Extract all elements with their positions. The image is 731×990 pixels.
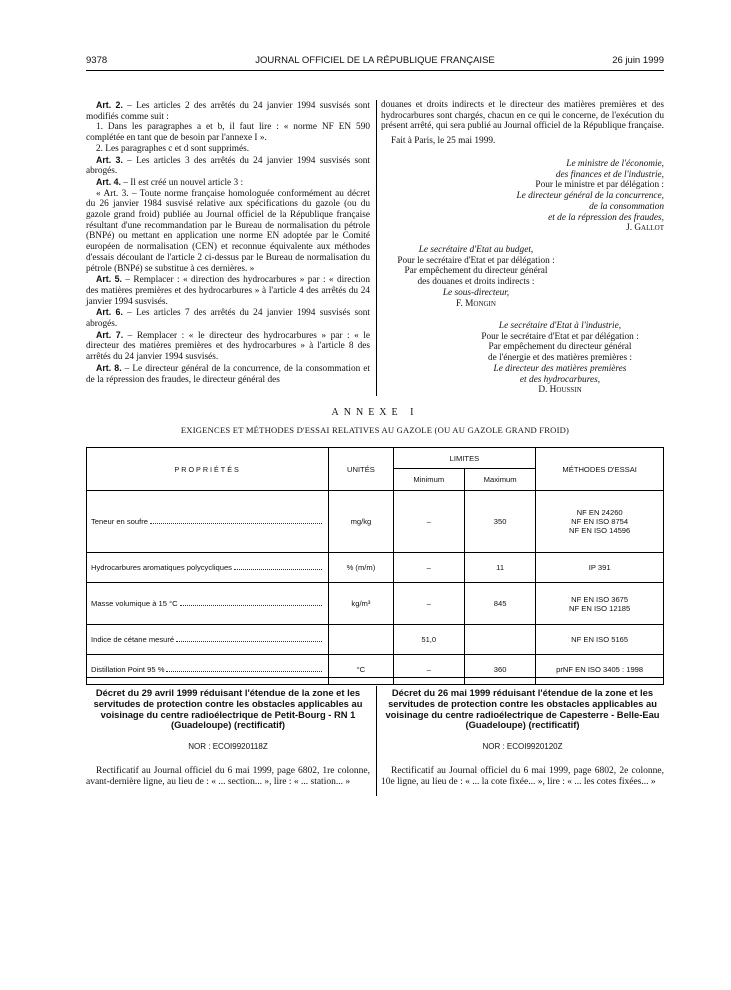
signatory-houssin: D. Houssin xyxy=(538,385,582,396)
signature-block-2: Le secrétaire d'Etat au budget, Pour le secrétaire d'Etat et par délégation : Par empêchement du directeur général des douanes et droits indirects : Le sous-directeur, F. Mongin xyxy=(381,245,571,309)
table-row: Hydrocarbures aromatiques polycycliques % (m/m) – 11 IP 391 xyxy=(87,553,664,583)
signatory-mongin: F. Mongin xyxy=(456,298,496,309)
decree-2-text: Rectificatif au Journal officiel du 6 mai 1999, page 6802, 2e colonne, 10e ligne, au lieu de : « ... la cote fixée... », lire : « ... les cotes fixées... » xyxy=(381,766,664,787)
table-row: Teneur en soufre mg/kg – 350 NF EN 24260 NF EN ISO 8754 NF EN ISO 14596 xyxy=(87,491,664,553)
header-units: UNITÉS xyxy=(329,448,393,491)
right-column xyxy=(381,100,664,147)
annex-subtitle: EXIGENCES ET MÉTHODES D'ESSAI RELATIVES AU GAZOLE (OU AU GAZOLE GRAND FROID) xyxy=(180,425,570,435)
article-7: Art. 7. – Remplacer : « le directeur des hydrocarbures » par : « le directeur des matières premières et des hydrocarbures » à l'article 8 des arrêtés du 24 janvier 1994 susvisés. xyxy=(86,329,370,363)
specification-table xyxy=(86,447,664,685)
column-divider xyxy=(376,100,377,396)
article-5: Art. 5. – Remplacer : « direction des hydrocarbures » par : « direction des matières premières et des hydrocarbures » à l'article 4 des arrêtés du 24 janvier 1994 susvisés. xyxy=(86,274,370,307)
header-minimum: Minimum xyxy=(393,469,464,491)
article-4-quote: « Art. 3. – Toute norme française homologuée conformément au décret du 26 janvier 1984 susvisé relative aux spécifications du gazole (ou du gazole grand froid) publiée au Journal officiel de la République française résultant d'une recommandation par le Bureau de normalisation du pétrole (BNPé) ou mettant en application une norme EN adoptée par le Comité européen de normalisation (CEN) et reconnue équivalente aux méthodes d'essais découlant de l'article 2 ci-dessus par le Bureau de normalisation du pétrole (BNPé) se substitue à ces dernières. » xyxy=(86,188,370,274)
article-2-paragraph-1: 1. Dans les paragraphes a et b, il faut lire : « norme NF EN 590 complétée en tant que de besoin par l'annexe I ». xyxy=(86,122,370,144)
article-2-paragraph-2: 2. Les paragraphes c et d sont supprimés. xyxy=(96,143,250,154)
header-maximum: Maximum xyxy=(464,469,535,491)
table-row: Indice de cétane mesuré 51,0 NF EN ISO 5165 xyxy=(87,625,664,655)
journal-title: JOURNAL OFFICIEL DE LA RÉPUBLIQUE FRANÇAISE xyxy=(255,55,495,66)
article-2: Art. 2. – Les articles 2 des arrêtés du 24 janvier 1994 susvisés sont modifiés comme suit : xyxy=(86,100,370,122)
decree-1-text: Rectificatif au Journal officiel du 6 mai 1999, page 6802, 1re colonne, avant-dernière ligne, au lieu de : « ... section... », lire : « ... station... » xyxy=(86,766,370,787)
article-8-continued: douanes et droits indirects et le directeur des matières premières et des hydrocarbures sont chargés, chacun en ce qui le concerne, de l'exécution du présent arrêté, qui sera publié au Journal officiel de la République française. xyxy=(381,100,665,132)
decree-column-divider xyxy=(376,686,377,796)
done-at: Fait à Paris, le 25 mai 1999. xyxy=(391,136,496,147)
decree-1-title: Décret du 29 avril 1999 réduisant l'étendue de la zone et les servitudes de protection contre les obstacles applicables au voisinage du centre radioélectrique de Petit-Bourg - RN 1 (Guadeloupe) (rectificatif) xyxy=(93,687,363,731)
signatory-gallot: J. Gallot xyxy=(626,223,664,234)
table-bottom-rule xyxy=(86,677,664,678)
header-properties: PROPRIÉTÉS xyxy=(87,448,329,491)
left-column xyxy=(86,100,370,385)
issue-date: 26 juin 1999 xyxy=(612,55,664,66)
article-4: Art. 4. – Il est créé un nouvel article 3 : xyxy=(96,176,244,188)
table-row: Distillation Point 95 % °C – 360 prNF EN ISO 3405 : 1998 xyxy=(87,655,664,685)
decree-1-nor: NOR : ECOI9920118Z xyxy=(188,742,268,751)
article-8: Art. 8. – Le directeur général de la concurrence, de la consommation et de la répression des fraudes, le directeur général des xyxy=(86,362,370,385)
page-header xyxy=(86,55,664,69)
table-row: Masse volumique à 15 °C kg/m³ – 845 NF EN ISO 3675 NF EN ISO 12185 xyxy=(87,583,664,625)
header-limits: LIMITES xyxy=(393,448,536,469)
article-6: Art. 6. – Les articles 7 des arrêtés du 24 janvier 1994 susvisés sont abrogés. xyxy=(86,307,370,330)
header-methods: MÉTHODES D'ESSAI xyxy=(536,448,664,491)
decree-2-title: Décret du 26 mai 1999 réduisant l'étendue de la zone et les servitudes de protection contre les obstacles applicables au voisinage du centre radioélectrique de Capesterre - Belle-Eau (Guadeloupe) (rectificatif) xyxy=(385,687,660,731)
signature-block-3: Le secrétaire d'Etat à l'industrie, Pour le secrétaire d'Etat et par délégation : Par empêchement du directeur général de l'énergie et des matières premières : Le directeur des matières premières et des hydrocarbures, D. Houssin xyxy=(460,321,660,396)
decree-2-nor: NOR : ECOI9920120Z xyxy=(482,742,563,751)
page-number: 9378 xyxy=(86,55,108,66)
signature-block-1: Le ministre de l'économie, des finances et de l'industrie, Pour le ministre et par délégation : Le directeur général de la concurrence, de la consommation et de la répression des fraudes, J. Gallot xyxy=(420,159,664,234)
header-rule xyxy=(86,70,664,71)
article-3: Art. 3. – Les articles 3 des arrêtés du 24 janvier 1994 susvisés sont abrogés. xyxy=(86,154,370,177)
annex-title: ANNEXE I xyxy=(331,407,419,418)
